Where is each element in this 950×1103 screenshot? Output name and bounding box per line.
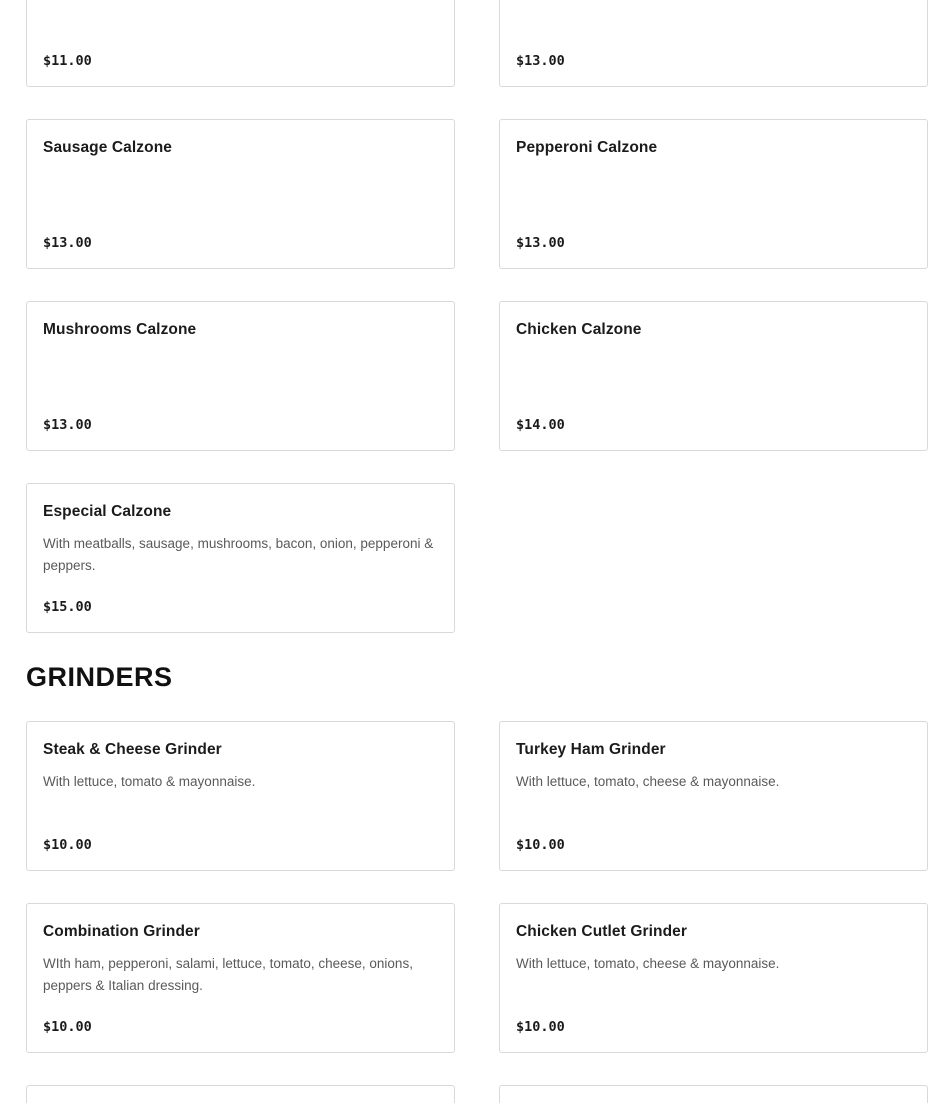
- menu-item-card[interactable]: [499, 903, 928, 1053]
- menu-item-card[interactable]: [499, 0, 928, 87]
- item-name: Sausage Calzone: [43, 139, 172, 156]
- item-price: $10.00: [516, 837, 565, 853]
- menu-item-card[interactable]: [26, 301, 455, 451]
- section-title: GRINDERS: [26, 662, 173, 692]
- item-price: $10.00: [43, 1019, 92, 1035]
- menu-item-card[interactable]: [26, 0, 455, 87]
- item-name: Mushrooms Calzone: [43, 321, 197, 338]
- menu-item-card[interactable]: [26, 903, 455, 1053]
- item-price: $11.00: [43, 53, 92, 69]
- menu-item-card[interactable]: [499, 119, 928, 269]
- item-price: $13.00: [516, 235, 565, 251]
- item-description: With lettuce, tomato, cheese & mayonnaise.: [516, 956, 780, 971]
- item-name: Chicken Cutlet Grinder: [516, 923, 688, 940]
- item-description: With meatballs, sausage, mushrooms, bacon, onion, pepperoni & peppers.: [43, 536, 434, 573]
- menu-item-card[interactable]: [26, 1085, 455, 1103]
- item-name: Steak & Cheese Grinder: [43, 741, 222, 758]
- item-price: $13.00: [43, 235, 92, 251]
- item-description: WIth ham, pepperoni, salami, lettuce, tomato, cheese, onions, peppers & Italian dressing.: [43, 956, 413, 993]
- item-name: Especial Calzone: [43, 503, 172, 520]
- item-name: Combination Grinder: [43, 923, 200, 940]
- item-price: $10.00: [43, 837, 92, 853]
- menu-item-card[interactable]: [499, 721, 928, 871]
- item-price: $15.00: [43, 599, 92, 615]
- item-description: With lettuce, tomato & mayonnaise.: [43, 774, 256, 789]
- menu-item-card[interactable]: [499, 1085, 928, 1103]
- item-price: $13.00: [43, 417, 92, 433]
- menu-item-card[interactable]: [26, 721, 455, 871]
- item-description: With lettuce, tomato, cheese & mayonnaise.: [516, 774, 780, 789]
- item-price: $10.00: [516, 1019, 565, 1035]
- menu-item-card[interactable]: [499, 301, 928, 451]
- menu-item-card[interactable]: [26, 483, 455, 633]
- menu-item-card[interactable]: [26, 119, 455, 269]
- item-name: Chicken Calzone: [516, 321, 642, 338]
- item-name: Pepperoni Calzone: [516, 139, 658, 156]
- item-price: $14.00: [516, 417, 565, 433]
- item-price: $13.00: [516, 53, 565, 69]
- item-name: Turkey Ham Grinder: [516, 741, 666, 758]
